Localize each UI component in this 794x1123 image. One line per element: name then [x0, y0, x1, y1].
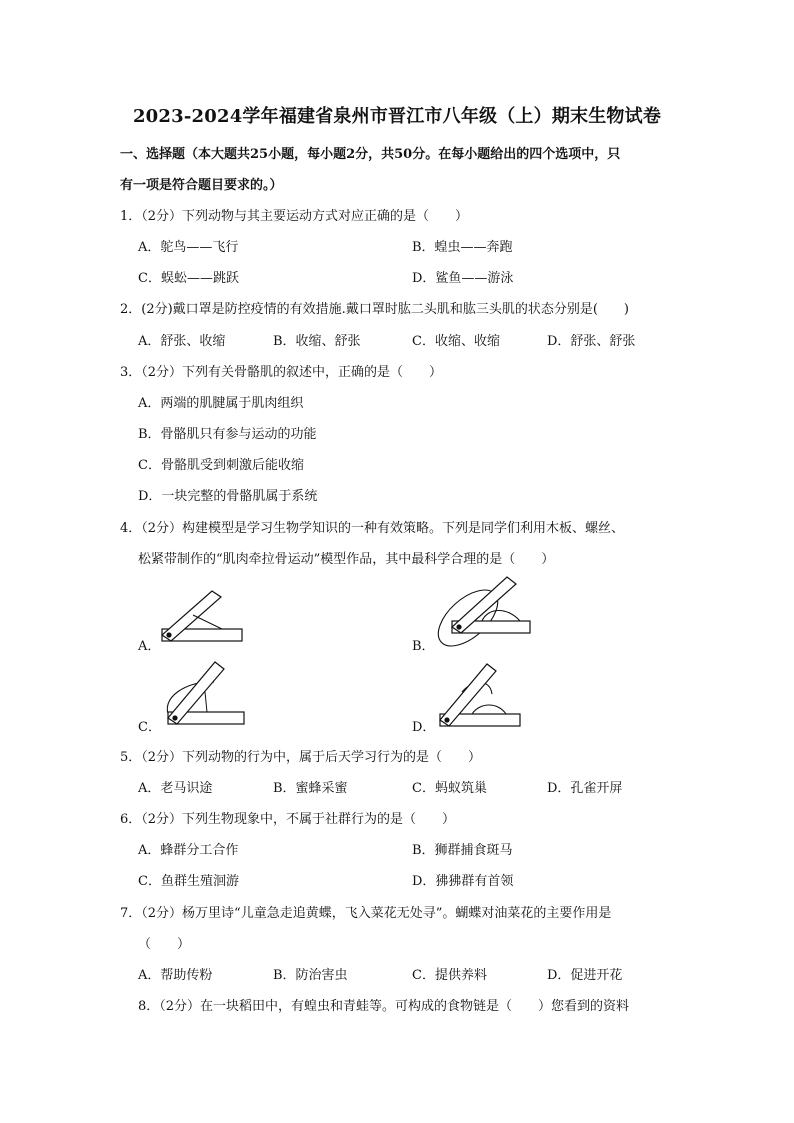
question-5-stem: 5．（2分）下列动物的行为中，属于后天学习行为的是（ ）	[120, 750, 482, 765]
question-3-option-d: D．一块完整的骨骼肌属于系统	[138, 489, 318, 504]
question-2-option-b: B．收缩、舒张	[273, 334, 361, 349]
question-8-stem: 8．（2分）在一块稻田中，有蝗虫和青蛙等。可构成的食物链是（ ）您看到的资料	[138, 999, 630, 1014]
question-7-stem-line1: 7．（2分）杨万里诗“儿童急走追黄蝶，飞入菜花无处寻”。蝴蝶对油菜花的主要作用是	[120, 906, 612, 921]
question-2-option-c: C．收缩、收缩	[412, 334, 500, 349]
question-7-option-c: C．提供养料	[412, 968, 487, 983]
question-7-option-a: A．帮助传粉	[138, 968, 213, 983]
muscle-model-figure-c	[158, 660, 248, 735]
question-2-option-a: A．舒张、收缩	[138, 334, 226, 349]
question-7-stem-line2: （ ）	[138, 937, 191, 952]
question-6-option-d: D．狒狒群有首领	[412, 874, 514, 889]
question-1-option-a: A．鸵鸟——飞行	[138, 240, 239, 255]
question-6-option-b: B．狮群捕食斑马	[412, 843, 513, 858]
question-3-option-a: A．两端的肌腱属于肌肉组织	[138, 396, 304, 411]
question-7-option-d: D．促进开花	[547, 968, 623, 983]
question-4-option-c: C．	[138, 720, 161, 735]
question-4-stem-line2: 松紧带制作的“肌肉牵拉骨运动”模型作品，其中最科学合理的是（ ）	[138, 552, 555, 567]
question-5-option-a: A．老马识途	[138, 781, 213, 796]
section-heading-line2: 有一项是符合题目要求的。）	[120, 178, 283, 193]
question-3-stem: 3．（2分）下列有关骨骼肌的叙述中，正确的是（ ）	[120, 365, 443, 380]
question-6-option-a: A．蜂群分工合作	[138, 843, 239, 858]
question-5-option-c: C．蚂蚁筑巢	[412, 781, 487, 796]
muscle-model-figure-d	[432, 662, 527, 732]
question-1-option-c: C．蜈蚣——跳跃	[138, 271, 239, 286]
question-4-option-a: A．	[138, 639, 161, 654]
question-5-option-b: B．蜜蜂采蜜	[273, 781, 348, 796]
muscle-model-figure-b	[430, 575, 540, 655]
muscle-model-figure-a	[160, 590, 245, 650]
question-7-option-b: B．防治害虫	[273, 968, 348, 983]
question-3-option-b: B．骨骼肌只有参与运动的功能	[138, 427, 317, 442]
question-3-option-c: C．骨骼肌受到刺激后能收缩	[138, 458, 304, 473]
question-4-option-d: D．	[412, 720, 436, 735]
question-2-option-d: D．舒张、舒张	[547, 334, 636, 349]
question-5-option-d: D．孔雀开屏	[547, 781, 623, 796]
question-4-option-b: B．	[412, 639, 435, 654]
question-4-stem-line1: 4．（2分）构建模型是学习生物学知识的一种有效策略。下列是同学们利用木板、螺丝、	[120, 521, 625, 536]
question-6-stem: 6．（2分）下列生物现象中，不属于社群行为的是（ ）	[120, 812, 456, 827]
section-heading-line1: 一、选择题（本大题共25小题，每小题2分，共50分。在每小题给出的四个选项中，只	[120, 147, 621, 162]
question-1-stem: 1．（2分）下列动物与其主要运动方式对应正确的是（ ）	[120, 209, 469, 224]
question-2-stem: 2．(2分)戴口罩是防控疫情的有效措施.戴口罩时肱二头肌和肱三头肌的状态分别是( )	[120, 302, 629, 317]
question-6-option-c: C．鱼群生殖洄游	[138, 874, 239, 889]
question-1-option-b: B．蝗虫——奔跑	[412, 240, 513, 255]
page-title: 2023-2024学年福建省泉州市晋江市八年级（上）期末生物试卷	[132, 106, 662, 127]
question-1-option-d: D．鲨鱼——游泳	[412, 271, 514, 286]
